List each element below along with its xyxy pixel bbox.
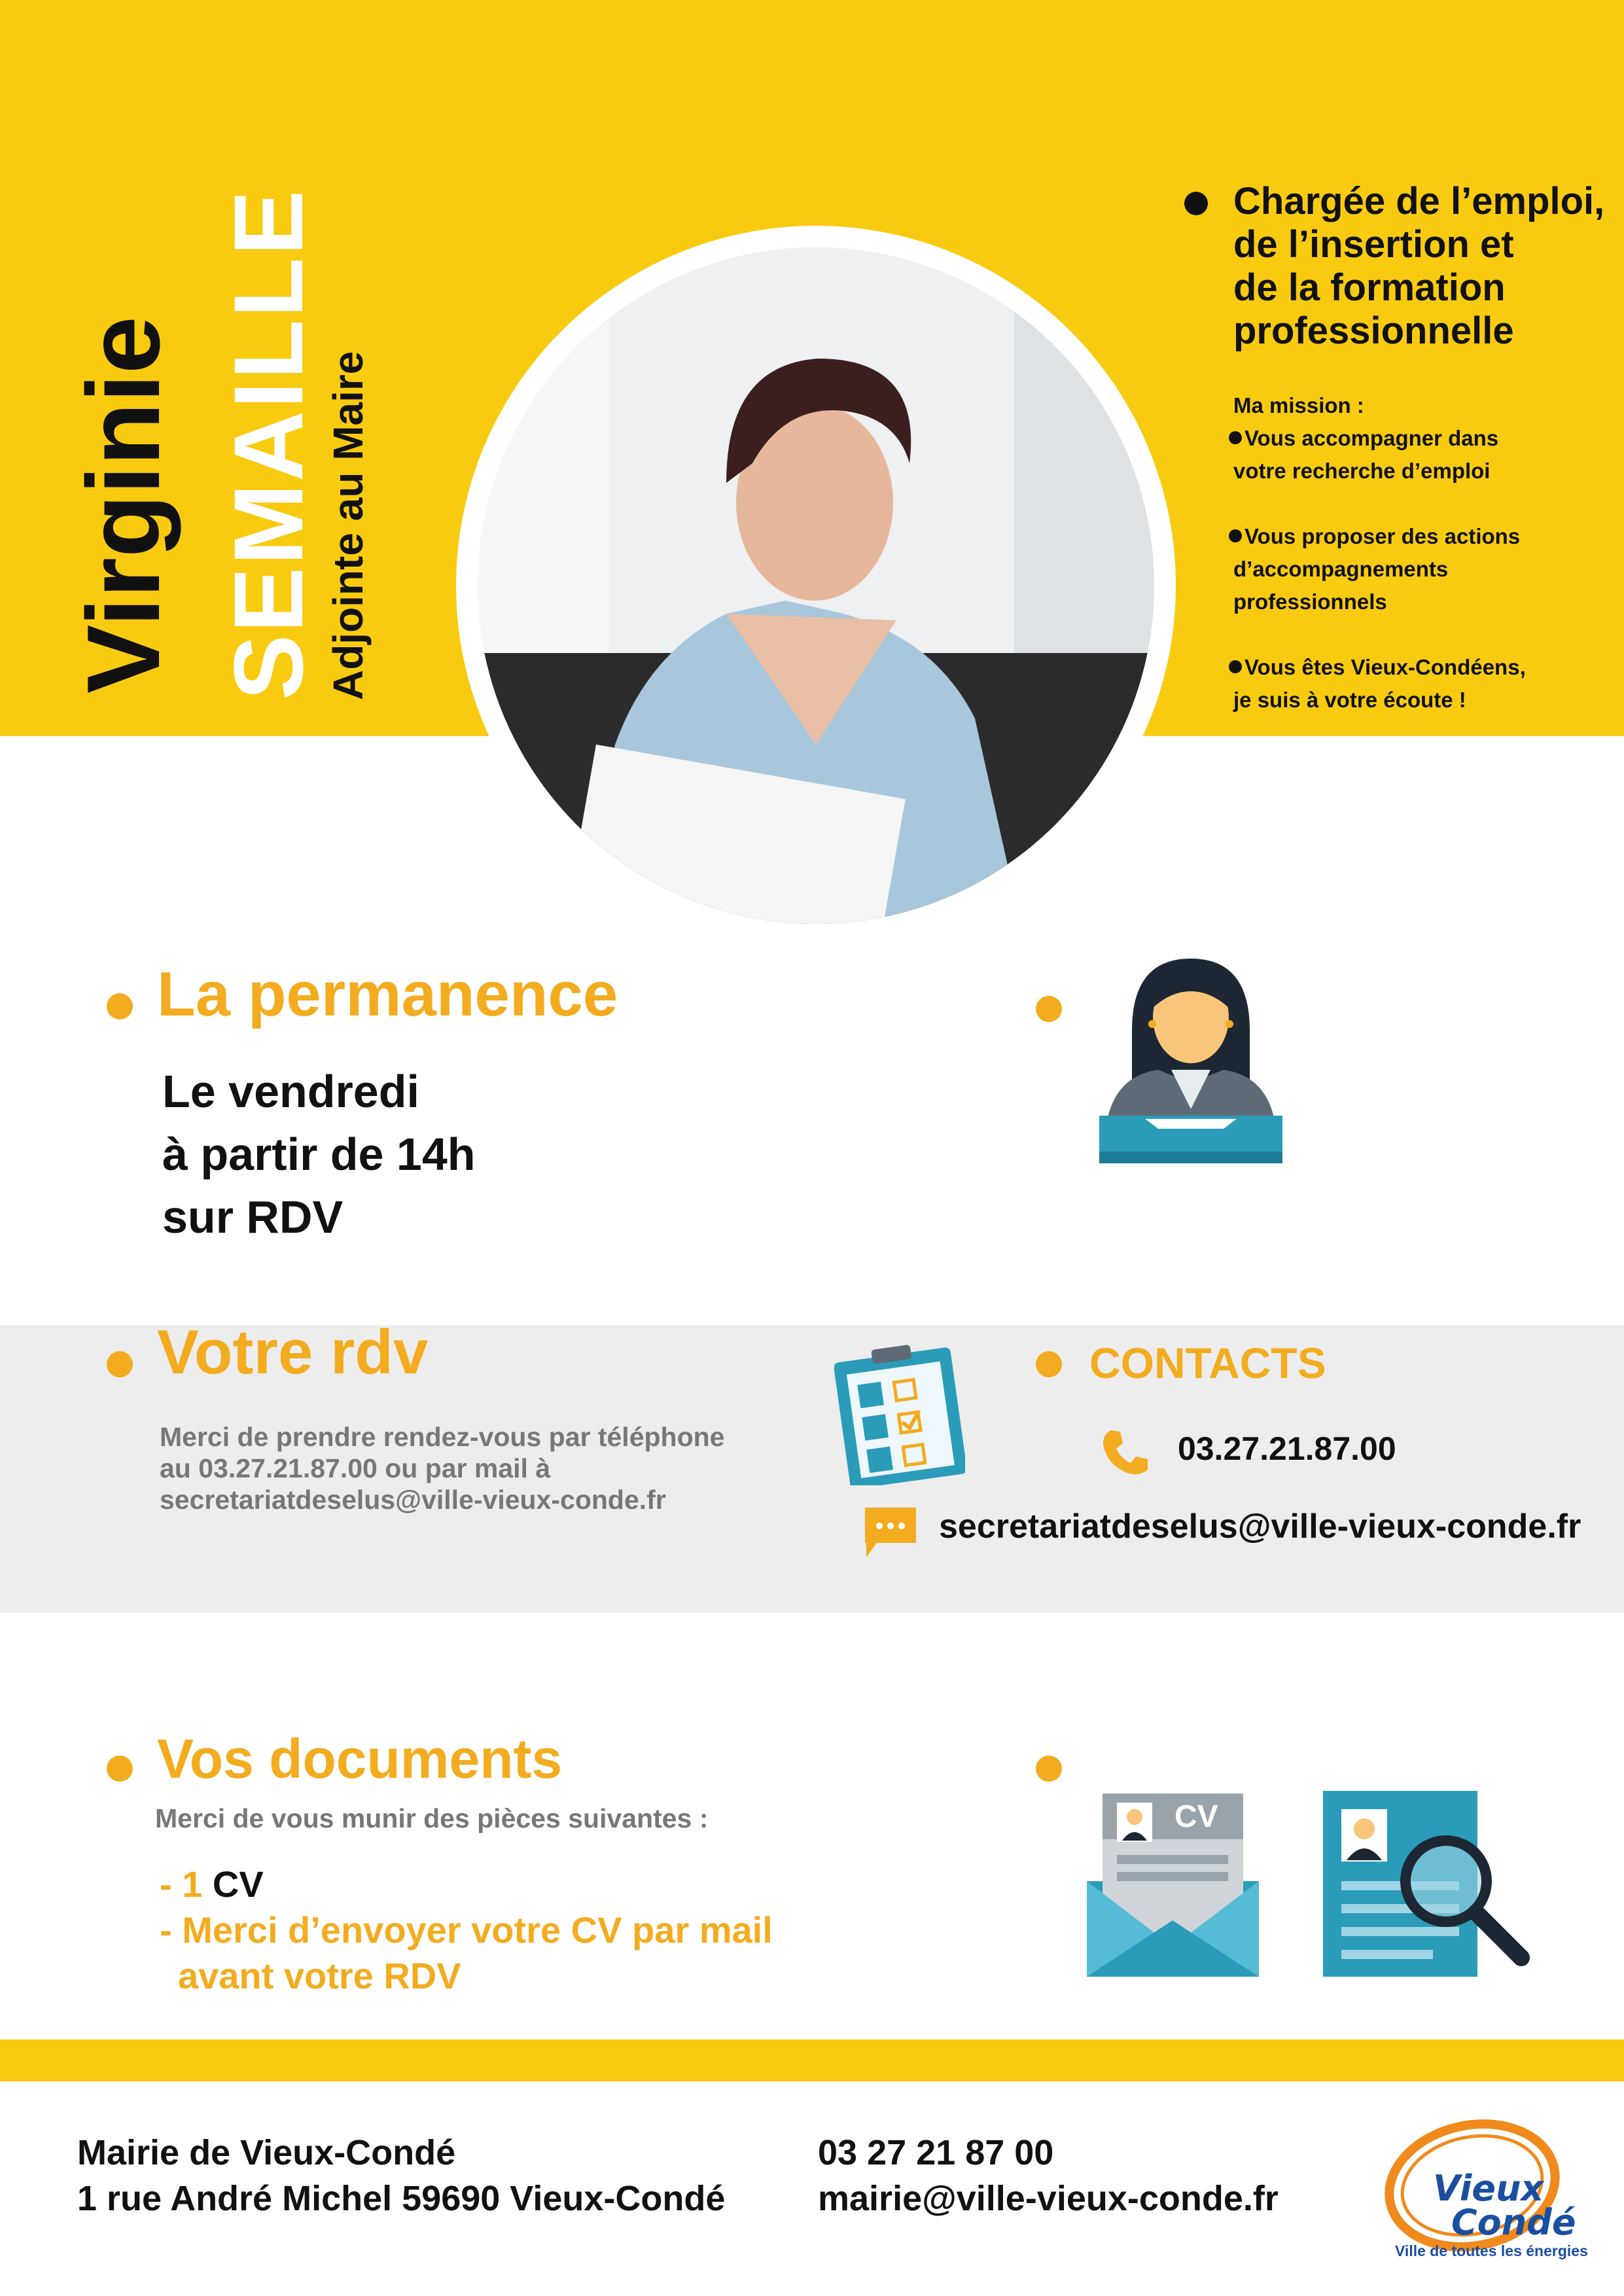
permanence-line: Le vendredi <box>162 1066 419 1117</box>
footer-phone[interactable]: 03 27 21 87 00 <box>818 2133 1054 2172</box>
cv-search-icon <box>1322 1790 1538 1979</box>
chat-bubble-icon <box>862 1504 919 1560</box>
mission-title-line: de l’insertion et <box>1233 223 1514 266</box>
footer-email[interactable]: mairie@ville-vieux-conde.fr <box>818 2179 1279 2218</box>
section-dot <box>1036 1351 1062 1377</box>
documents-list <box>160 1862 773 1999</box>
mission-item-text: je suis à votre écoute ! <box>1233 688 1466 712</box>
mission-item-text: professionnels <box>1233 590 1387 614</box>
rdv-title: Votre rdv <box>157 1317 429 1387</box>
mission-item-2 <box>1229 520 1520 618</box>
bullet-dot <box>1229 660 1242 673</box>
mission-item-1 <box>1229 422 1498 487</box>
phone-icon <box>1099 1426 1152 1479</box>
contact-phone[interactable]: 03.27.21.87.00 <box>1178 1430 1396 1467</box>
logo-tagline: Ville de toutes les énergies <box>1395 2242 1588 2259</box>
logo-line-2: Condé <box>1451 2202 1576 2243</box>
documents-item-2: - Merci d’envoyer votre CV par mail <box>160 1909 773 1951</box>
cv-label: CV <box>1174 1799 1218 1834</box>
mission-item-text: Vous accompagner dans <box>1244 426 1499 450</box>
mission-title-line: Chargée de l’emploi, <box>1233 180 1605 222</box>
footer-contact <box>818 2130 1279 2221</box>
bullet-dot <box>1184 192 1208 215</box>
rdv-text <box>160 1421 724 1515</box>
logo-line-1: Vieux <box>1433 2168 1544 2209</box>
permanence-line: à partir de 14h <box>162 1129 476 1180</box>
section-dot <box>107 1351 133 1377</box>
envelope-graphic <box>1083 1790 1263 1979</box>
footer-address <box>77 2130 725 2221</box>
contact-email[interactable]: secretariatdeselus@ville-vieux-conde.fr <box>939 1508 1581 1545</box>
bullet-dot <box>1229 431 1242 444</box>
role-title: Adjointe au Maire <box>325 351 372 700</box>
rdv-text-line: secretariatdeselus@ville-vieux-conde.fr <box>160 1485 666 1515</box>
documents-item-1 <box>160 1862 773 1907</box>
last-name: SEMAILLE <box>213 188 323 700</box>
cv-envelope-icon <box>1083 1790 1263 1979</box>
documents-title: Vos documents <box>157 1728 563 1790</box>
first-name: Virginie <box>66 316 181 694</box>
mission-title-line: de la formation <box>1233 266 1506 309</box>
mission-item-text: votre recherche d’emploi <box>1233 459 1491 483</box>
permanence-details <box>162 1060 476 1248</box>
bullet-dot <box>1229 529 1242 542</box>
mission-item-text: Vous proposer des actions <box>1244 524 1521 548</box>
mission-title <box>1233 180 1604 353</box>
documents-item-2-cont: avant votre RDV <box>178 1955 461 1996</box>
documents-item-prefix: - 1 <box>160 1863 213 1905</box>
mission-label: Ma mission : <box>1233 393 1364 417</box>
checklist-icon <box>834 1341 965 1485</box>
documents-intro: Merci de vous munir des pièces suivantes : <box>155 1803 709 1833</box>
vieux-conde-logo <box>1368 2110 1588 2274</box>
rdv-text-line: Merci de prendre rendez-vous par téléphone <box>160 1422 725 1452</box>
portrait-illustration <box>478 247 1154 924</box>
mission-title-line: professionnelle <box>1233 309 1514 352</box>
woman-at-desk-icon <box>1093 952 1289 1174</box>
contacts-title: CONTACTS <box>1089 1339 1326 1387</box>
mission-item-text: d’accompagnements <box>1233 557 1449 581</box>
name-block <box>66 170 386 713</box>
footer-street: 1 rue André Michel 59690 Vieux-Condé <box>77 2179 726 2218</box>
documents-item-value: CV <box>212 1863 264 1905</box>
portrait-photo <box>478 247 1154 924</box>
section-dot <box>1036 996 1062 1022</box>
footer-org: Mairie de Vieux-Condé <box>77 2133 456 2172</box>
mission-item-text: Vous êtes Vieux-Condéens, <box>1244 655 1526 679</box>
section-dot <box>1036 1756 1062 1782</box>
mission-item-3 <box>1229 651 1526 716</box>
section-dot <box>107 993 133 1019</box>
footer-band <box>0 2040 1624 2081</box>
permanence-line: sur RDV <box>162 1192 344 1243</box>
rdv-text-line: au 03.27.21.87.00 ou par mail à <box>160 1453 551 1483</box>
section-dot <box>107 1756 133 1782</box>
permanence-title: La permanence <box>157 959 618 1029</box>
